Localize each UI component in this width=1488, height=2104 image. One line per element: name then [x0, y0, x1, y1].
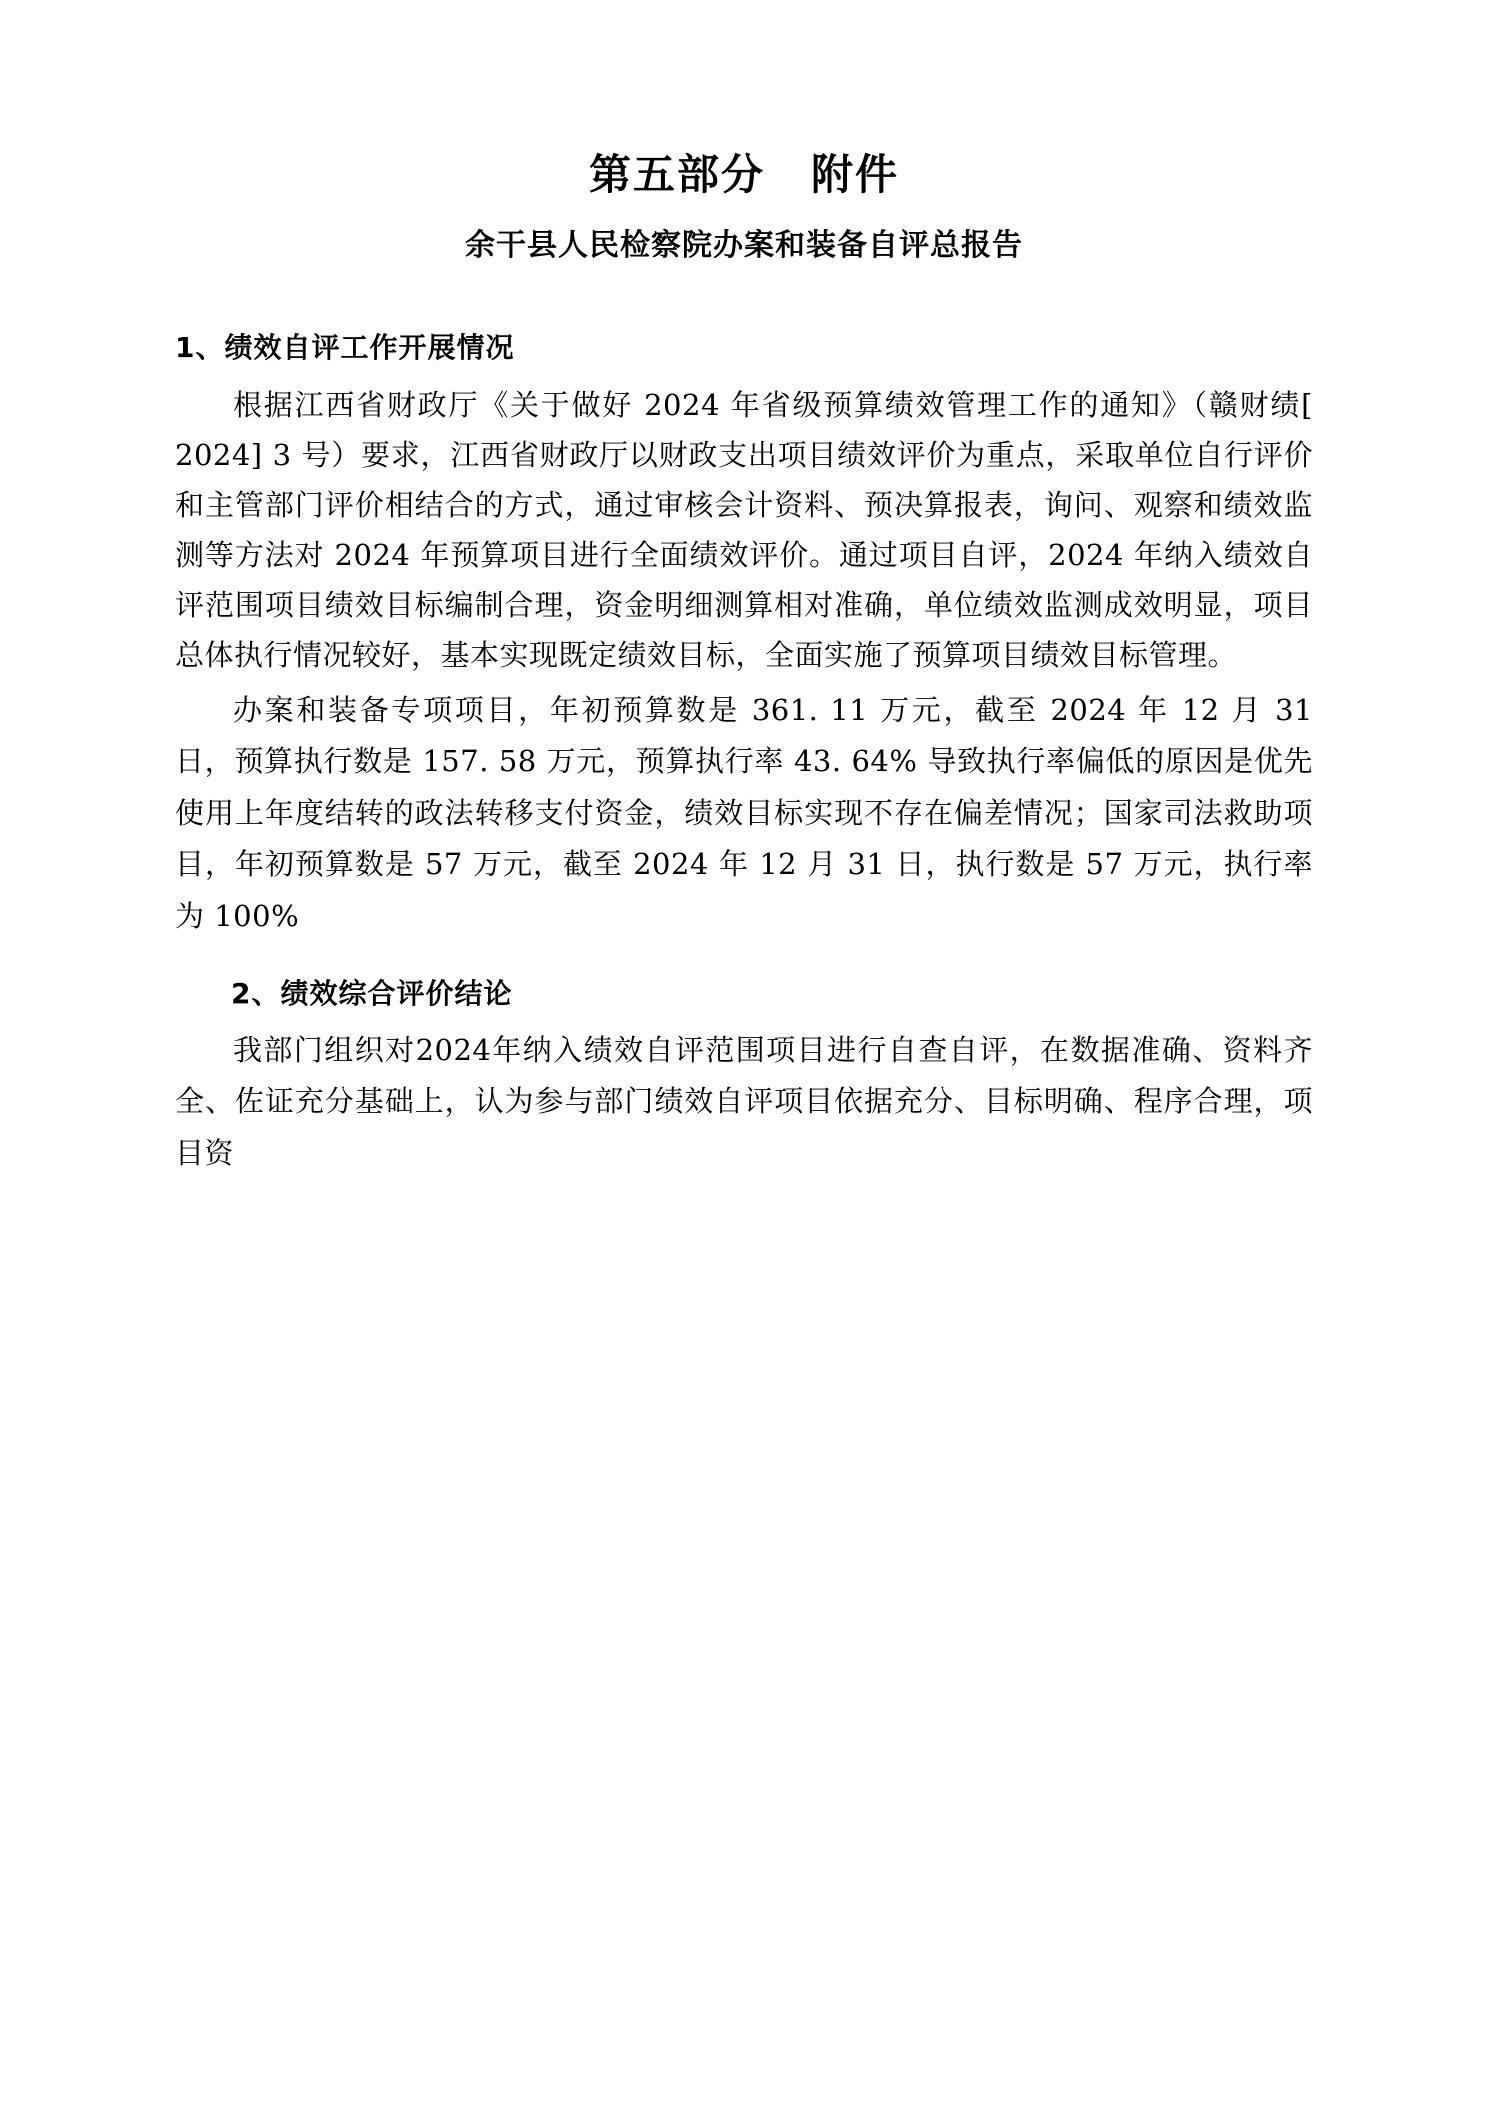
section-heading-2: 2、绩效综合评价结论 — [231, 976, 513, 1010]
section-heading-1: 1、绩效自评工作开展情况 — [175, 331, 515, 365]
section-1-paragraph-2: 办案和装备专项项目，年初预算数是 361. 11 万元，截至 2024 年 12 月 31 日，预算执行数是 157. 58 万元，预算执行率 43. 64% 导致执行率偏低的原因是优先使用上年度结转的政法转移支付资金，绩效目标实现不存在偏差情况；国家司法救助项目，年初预算数是 57 万元，截至 2024 年 12 月 31 日，执行数是 57 万元，执行率为 100% — [175, 692, 1313, 934]
section-1-paragraph-1: 根据江西省财政厅《关于做好 2024 年省级预算绩效管理工作的通知》（赣财绩[ 2024] 3 号）要求，江西省财政厅以财政支出项目绩效评价为重点，采取单位自行评价和主管部门评价相结合的方式，通过审核会计资料、预决算报表，询问、观察和绩效监测等方法对 2024 年预算项目进行全面绩效评价。通过项目自评，2024 年纳入绩效自评范围项目绩效目标编制合理，资金明细测算相对准确，单位绩效监测成效明显，项目总体执行情况较好，基本实现既定绩效目标，全面实施了预算项目绩效目标管理。 — [175, 388, 1313, 672]
page-title — [175, 150, 1313, 200]
section-2-paragraph-1: 我部门组织对2024年纳入绩效自评范围项目进行自查自评，在数据准确、资料齐全、佐证充分基础上，认为参与部门绩效自评项目依据充分、目标明确、程序合理，项目资 — [175, 1032, 1313, 1170]
page-subtitle: 余干县人民检察院办案和装备自评总报告 — [465, 228, 1023, 264]
page-title-part-one: 第五部分 — [588, 150, 765, 199]
page-title-part-two: 附件 — [811, 150, 900, 199]
